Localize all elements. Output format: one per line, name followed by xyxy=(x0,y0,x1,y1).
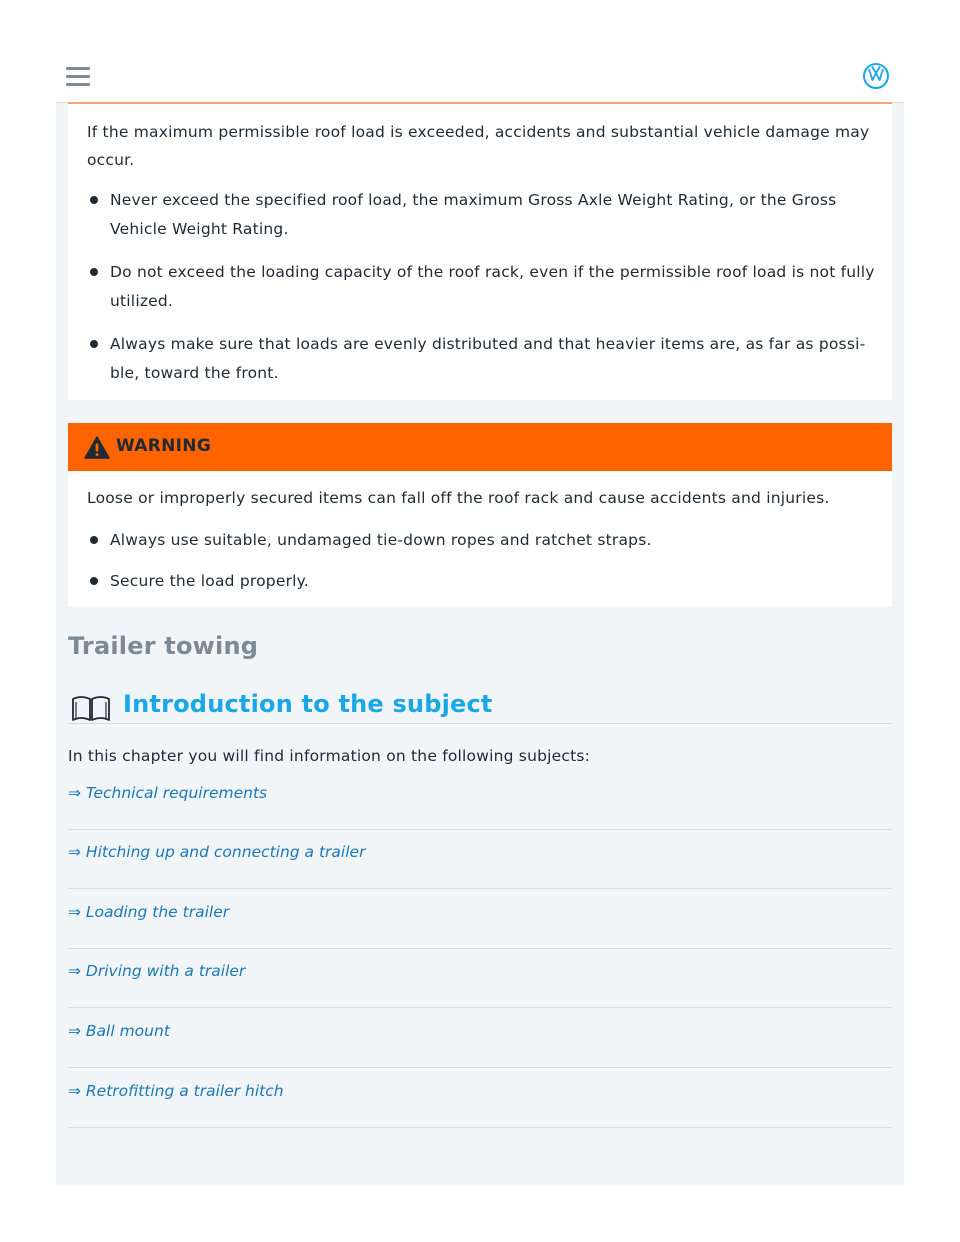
warning-triangle-icon xyxy=(84,436,110,459)
list-item: Do not exceed the loading capacity of the roof rack, even if the permissible roof load is not fully utilized. xyxy=(88,258,880,316)
warning-label: WARNING xyxy=(116,436,212,456)
list-item xyxy=(68,1008,892,1068)
list-item: Always use suitable, undamaged tie-down ropes and ratchet straps. xyxy=(88,526,880,555)
load-warning-intro: Loose or improperly secured items can fall off the roof rack and cause accidents and injuries. xyxy=(87,489,830,507)
link-loading-trailer[interactable]: ⇒ Loading the trailer xyxy=(68,903,230,921)
roof-load-warning-box xyxy=(68,104,892,400)
list-item xyxy=(68,889,892,949)
hamburger-menu-icon[interactable] xyxy=(66,67,90,87)
link-hitching-up[interactable]: ⇒ Hitching up and connecting a trailer xyxy=(68,843,366,861)
list-item: Secure the load properly. xyxy=(88,567,880,596)
link-technical-requirements[interactable]: ⇒ Technical requirements xyxy=(68,784,268,802)
list-item: Always make sure that loads are evenly distributed and that heavier items are, as far as possi-ble, toward the front. xyxy=(88,330,880,388)
list-item: Never exceed the specified roof load, the maximum Gross Axle Weight Rating, or the Gross Vehicle Weight Rating. xyxy=(88,186,880,244)
section-title: Trailer towing xyxy=(68,632,259,660)
roof-load-intro: If the maximum permissible roof load is exceeded, accidents and substantial vehicle damage may occur. xyxy=(87,123,870,169)
link-retrofitting-hitch[interactable]: ⇒ Retrofitting a trailer hitch xyxy=(68,1082,284,1100)
list-item xyxy=(68,1068,892,1128)
subsection-title: Introduction to the subject xyxy=(123,690,493,718)
open-book-icon xyxy=(70,694,112,722)
list-item xyxy=(68,948,892,1008)
link-ball-mount[interactable]: ⇒ Ball mount xyxy=(68,1022,170,1040)
list-item xyxy=(68,770,892,830)
top-bar xyxy=(56,50,904,103)
link-driving-with-trailer[interactable]: ⇒ Driving with a trailer xyxy=(68,962,246,980)
list-item xyxy=(68,829,892,889)
load-warning-box xyxy=(68,423,892,607)
divider xyxy=(68,723,892,724)
warning-header xyxy=(68,423,892,471)
vw-logo-icon[interactable] xyxy=(862,62,890,90)
chapter-intro: In this chapter you will find information on the following subjects: xyxy=(68,747,591,765)
